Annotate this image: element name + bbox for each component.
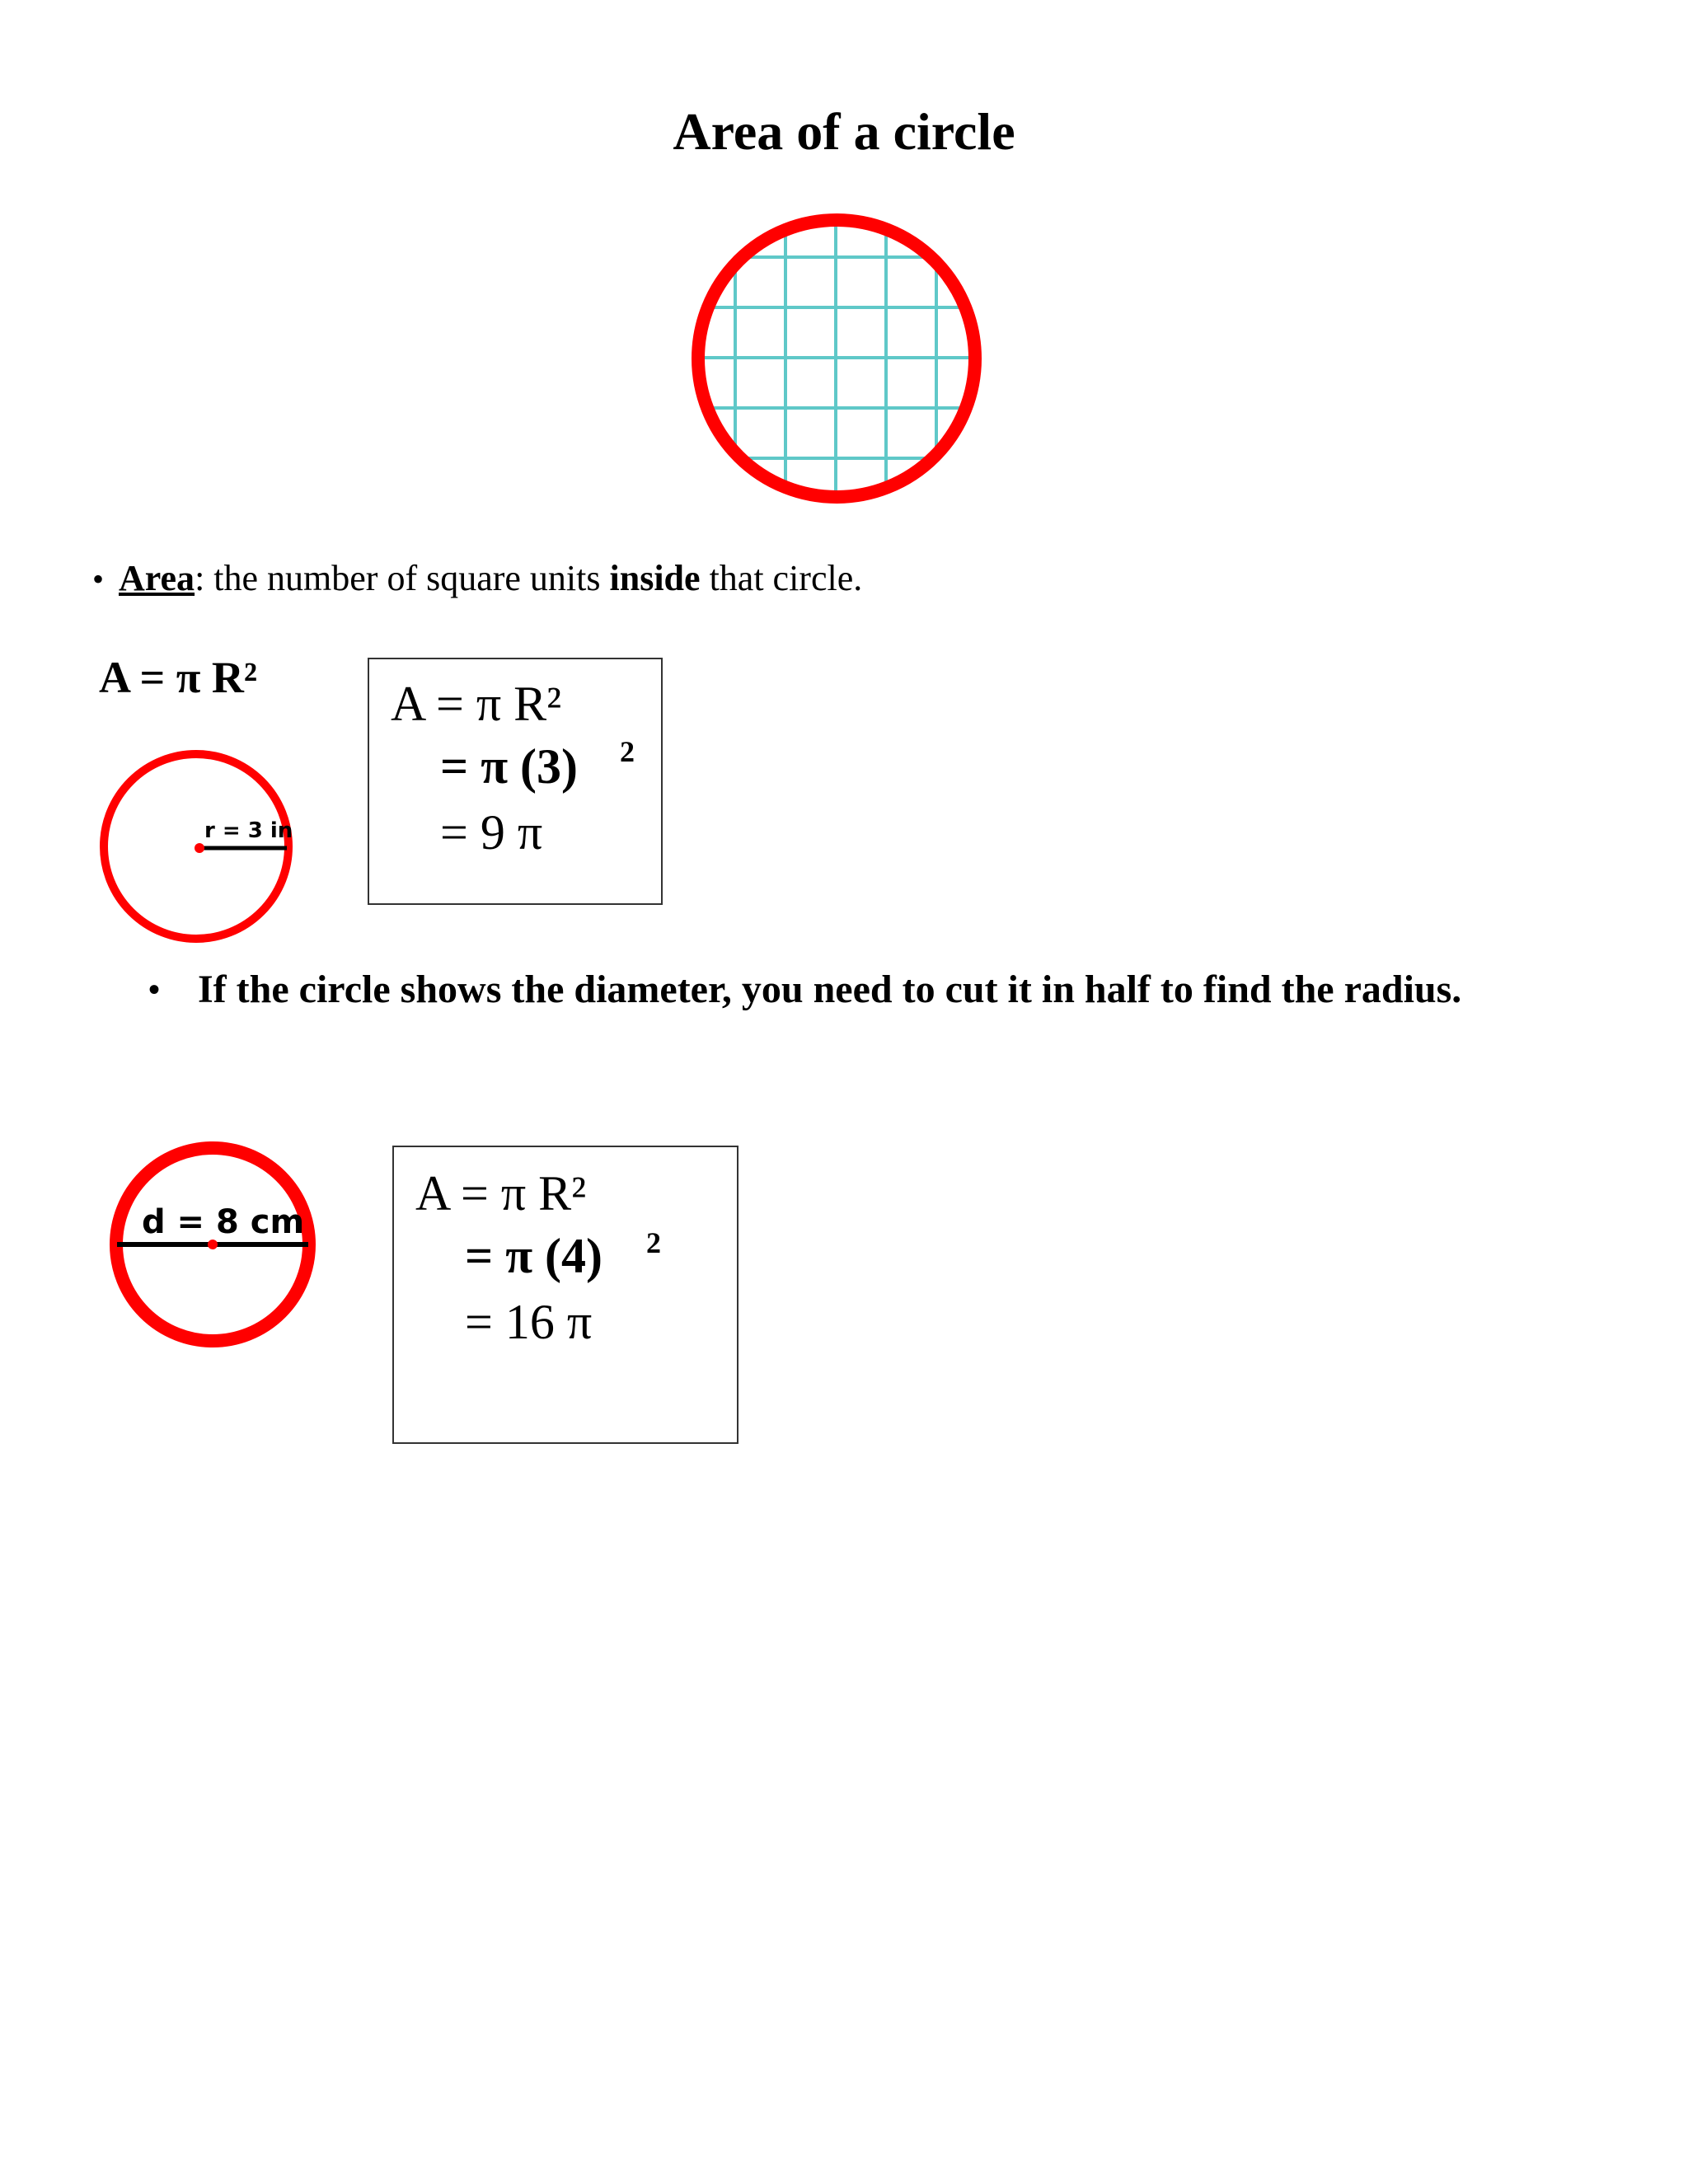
definition-text-after: that circle. — [700, 558, 863, 598]
diameter-circle-diagram — [106, 1136, 328, 1358]
definition-emphasis: inside — [609, 558, 701, 598]
radius-label: r = 3 in — [204, 818, 293, 843]
formula-heading: A = π R² — [99, 653, 258, 702]
definition-term: Area — [119, 558, 195, 598]
bullet-icon: • — [148, 971, 161, 1008]
calculation-box-radius — [368, 658, 663, 905]
calc-line-formula: A = π R² — [391, 677, 562, 731]
calc-line-substitution: = π (4) — [465, 1229, 603, 1283]
page-title: Area of a circle — [673, 102, 1015, 161]
calc-line-substitution: = π (3) — [440, 739, 579, 794]
grid-lines — [684, 206, 989, 511]
calc-exponent: 2 — [620, 735, 635, 768]
radius-circle-diagram — [97, 746, 303, 952]
definition-text-before: : the number of square units — [195, 558, 610, 598]
area-definition — [92, 554, 862, 604]
calculation-box-diameter — [392, 1146, 738, 1444]
calc-exponent: 2 — [646, 1226, 661, 1259]
calc-line-result: = 16 π — [465, 1295, 593, 1349]
diameter-label: d = 8 cm — [142, 1203, 305, 1241]
center-point — [195, 843, 204, 853]
grid-circle-illustration — [684, 206, 989, 511]
calc-line-result: = 9 π — [440, 805, 543, 860]
diameter-note-text: If the circle shows the diameter, you need to cut it in half to find the radius. — [198, 968, 1462, 1011]
calc-line-formula: A = π R² — [415, 1166, 587, 1221]
bullet-icon: • — [92, 560, 105, 598]
diameter-note — [148, 964, 1508, 1015]
